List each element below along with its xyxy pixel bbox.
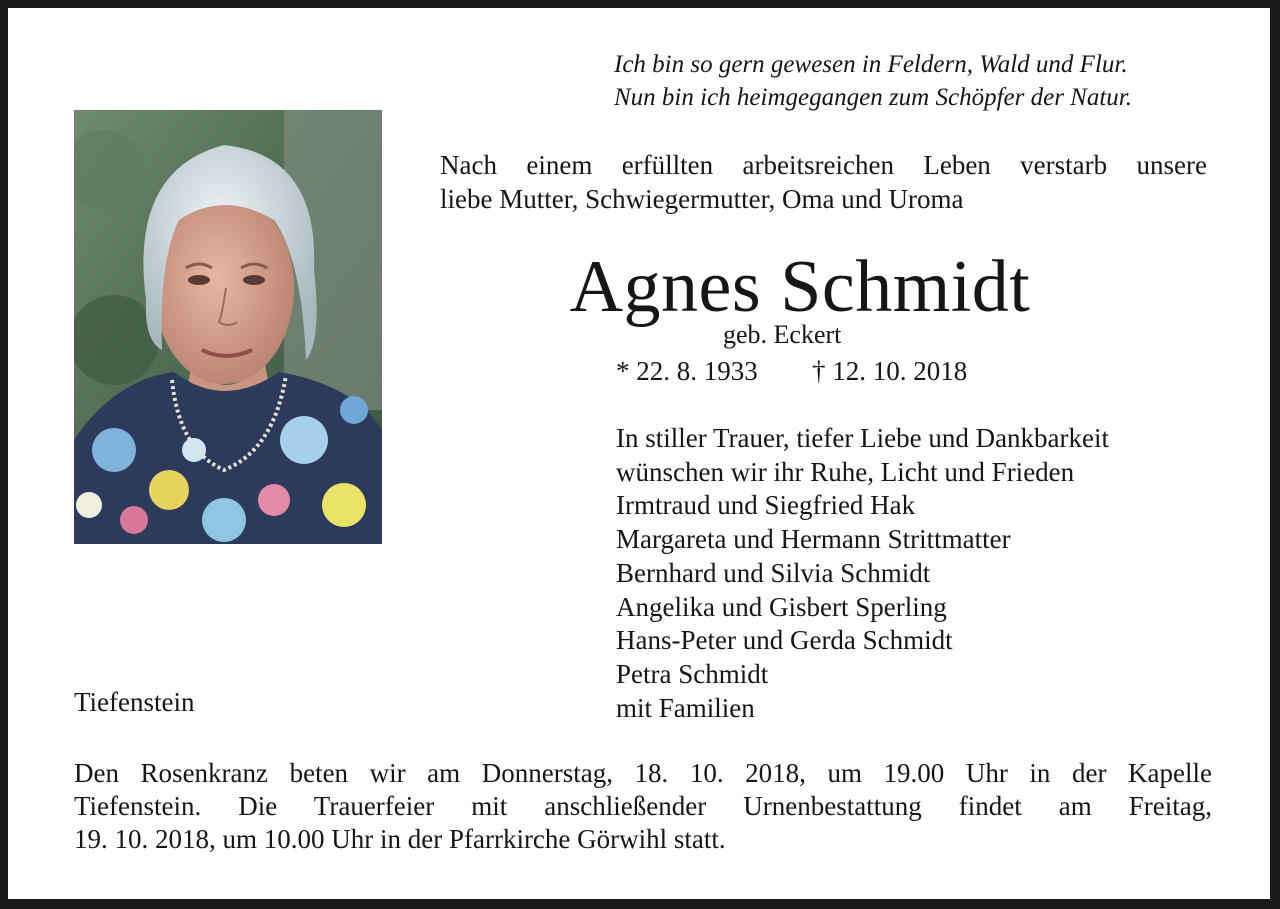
mourner-line: Margareta und Hermann Strittmatter — [616, 524, 1011, 555]
intro-line-2: liebe Mutter, Schwiegermutter, Oma und Uroma — [440, 184, 964, 214]
mourner-line: Angelika und Gisbert Sperling — [616, 591, 947, 622]
intro-text — [440, 148, 1230, 216]
motto-verse — [614, 48, 1132, 114]
intro-line-1: Nach einem erfüllten arbeitsreichen Leben verstarb unsere — [440, 150, 1207, 180]
service-line-1: Den Rosenkranz beten wir am Donnerstag, 18. 10. 2018, um 19.00 Uhr in der Kapelle — [74, 758, 1212, 788]
mourner-line: Hans-Peter und Gerda Schmidt — [616, 625, 953, 656]
mourner-line: mit Familien — [616, 692, 755, 723]
motto-line-2: Nun bin ich heimgegangen zum Schöpfer der Natur. — [614, 84, 1133, 111]
maiden-name: geb. Eckert — [723, 320, 842, 349]
service-notice — [74, 757, 1212, 856]
service-line-3: 19. 10. 2018, um 10.00 Uhr in der Pfarrkirche Görwihl statt. — [74, 824, 726, 854]
birth-date: * 22. 8. 1933 — [616, 356, 758, 386]
mourner-line: In stiller Trauer, tiefer Liebe und Dankbarkeit — [616, 423, 1110, 453]
place-name: Tiefenstein — [74, 687, 195, 717]
mourners-list — [616, 422, 1109, 725]
deceased-name: Agnes Schmidt — [569, 246, 1031, 328]
death-date: † 12. 10. 2018 — [812, 356, 968, 386]
portrait-photo — [74, 110, 382, 544]
service-line-2: Tiefenstein. Die Trauerfeier mit anschließender Urnenbestattung findet am Freitag, — [74, 791, 1212, 821]
mourner-line: wünschen wir ihr Ruhe, Licht und Frieden — [616, 456, 1075, 487]
mourner-line: Petra Schmidt — [616, 658, 769, 689]
mourner-line: Bernhard und Silvia Schmidt — [616, 557, 931, 588]
motto-line-1: Ich bin so gern gewesen in Feldern, Wald und Flur. — [614, 51, 1128, 78]
obituary-card — [8, 8, 1270, 899]
mourner-line: Irmtraud und Siegfried Hak — [616, 490, 916, 521]
life-dates — [616, 354, 968, 388]
